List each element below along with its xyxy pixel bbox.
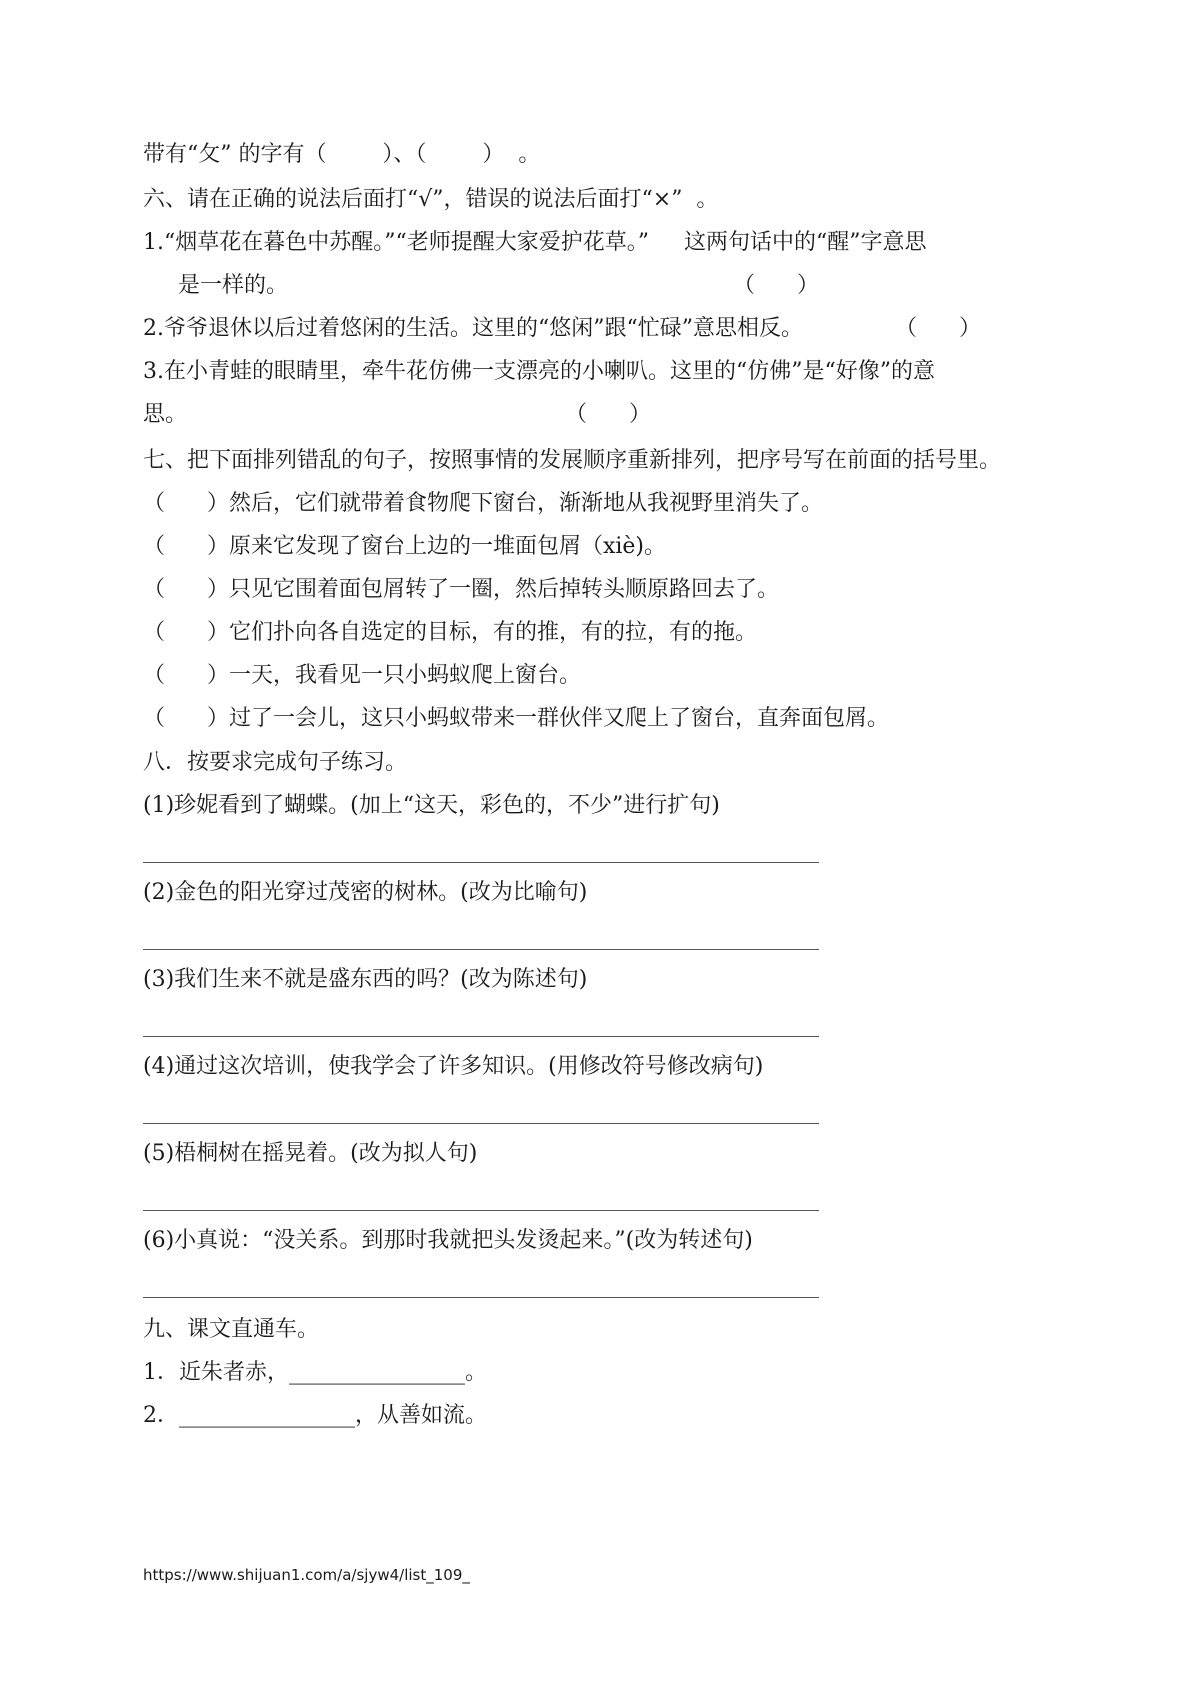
answer-line-5[interactable] [143, 1210, 819, 1211]
q6-item-2: 2.爷爷退休以后过着悠闲的生活。这里的“悠闲”跟“忙碌”意思相反。 [143, 316, 803, 341]
sentence-task-6: (6)小真说：“没关系。到那时我就把头发烫起来。”(改为转述句) [143, 1228, 753, 1253]
section-9-heading: 九、课文直通车。 [143, 1317, 320, 1342]
section-7-heading: 七、把下面排列错乱的句子，按照事情的发展顺序重新排列，把序号写在前面的括号里。 [143, 448, 1002, 473]
answer-parens-2[interactable]: （ ） [895, 316, 981, 341]
section-8-heading: 八．按要求完成句子练习。 [143, 750, 408, 775]
order-item-1[interactable]: （ ）然后，它们就带着食物爬下窗台，渐渐地从我视野里消失了。 [143, 491, 823, 516]
q6-item-1-cont: 是一样的。 [178, 273, 289, 298]
order-item-2[interactable]: （ ）原来它发现了窗台上边的一堆面包屑（xiè)。 [143, 534, 667, 559]
answer-line-3[interactable] [143, 1036, 819, 1037]
section-6-heading: 六、请在正确的说法后面打“√”，错误的说法后面打“×” 。 [143, 187, 719, 212]
sentence-task-3: (3)我们生来不就是盛东西的吗？(改为陈述句) [143, 967, 588, 992]
q6-item-3: 3.在小青蛙的眼睛里，牵牛花仿佛一支漂亮的小喇叭。这里的“仿佛”是“好像”的意 [143, 359, 935, 384]
answer-line-4[interactable] [143, 1123, 819, 1124]
answer-line-6[interactable] [143, 1297, 819, 1298]
fill-blank-2[interactable]: 2．________________，从善如流。 [143, 1403, 487, 1428]
sentence-task-4: (4)通过这次培训，使我学会了许多知识。(用修改符号修改病句) [143, 1054, 764, 1079]
fill-blank-1[interactable]: 1．近朱者赤，________________。 [143, 1360, 487, 1385]
answer-parens-3[interactable]: （ ） [565, 402, 651, 427]
order-item-5[interactable]: （ ）一天，我看见一只小蚂蚁爬上窗台。 [143, 663, 581, 688]
answer-line-1[interactable] [143, 862, 819, 863]
q6-item-1: 1.“烟草花在暮色中苏醒。”“老师提醒大家爱护花草。” 这两句话中的“醒”字意思 [143, 230, 927, 255]
answer-parens-1[interactable]: （ ） [733, 273, 819, 298]
sentence-task-2: (2)金色的阳光穿过茂密的树林。(改为比喻句) [143, 880, 588, 905]
order-item-4[interactable]: （ ）它们扑向各自选定的目标，有的推，有的拉，有的拖。 [143, 620, 757, 645]
order-item-6[interactable]: （ ）过了一会儿，这只小蚂蚁带来一群伙伴又爬上了窗台，直奔面包屑。 [143, 706, 889, 731]
sentence-task-5: (5)梧桐树在摇晃着。(改为拟人句) [143, 1141, 478, 1166]
footer-url[interactable]: https://www.shijuan1.com/a/sjyw4/list_109_ [143, 1566, 470, 1584]
sentence-task-1: (1)珍妮看到了蝴蝶。(加上“这天，彩色的，不少”进行扩句) [143, 793, 720, 818]
q6-item-3-cont: 思。 [143, 402, 188, 427]
q5-tail-line: 带有“攵” 的字有（ ）、（ ） 。 [143, 142, 541, 167]
answer-line-2[interactable] [143, 949, 819, 950]
order-item-3[interactable]: （ ）只见它围着面包屑转了一圈，然后掉转头顺原路回去了。 [143, 577, 779, 602]
